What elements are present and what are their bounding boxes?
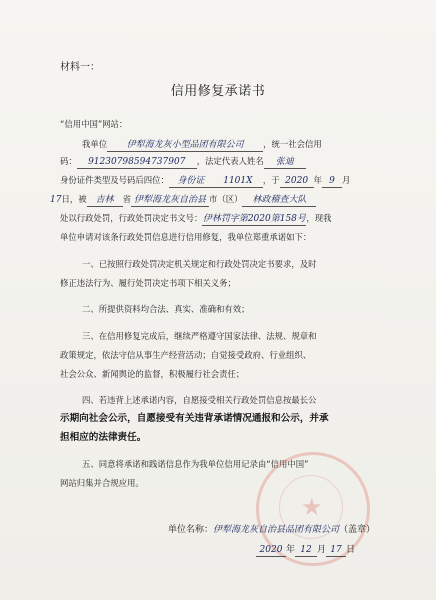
paragraph-1-line-2: 修正违法行为、履行处罚决定书项下相关义务； [60, 278, 236, 288]
text: 月 [342, 175, 351, 185]
month-handwritten: 9 [322, 175, 342, 188]
credit-code-handwritten: 91230798594737907 [77, 156, 197, 169]
text: 我单位 [82, 139, 108, 149]
representative-name-handwritten: 张迪 [264, 156, 306, 169]
body-line-3 [60, 174, 350, 188]
text: 日，被 [61, 194, 87, 204]
material-label: 材料一： [60, 62, 100, 73]
paragraph-4-line-2: 示期向社会公示，自愿接受有关违背承诺情况通报和公示，并承 [60, 413, 329, 424]
body-line-5 [60, 212, 332, 226]
text: 市（区） [208, 194, 243, 204]
year-handwritten: 2020 [280, 175, 314, 188]
paragraph-4-line-3: 担相应的法律责任。 [60, 432, 147, 443]
paragraph-3-line-3: 社会公众、新闻舆论的监督，积极履行社会责任； [60, 369, 245, 379]
page-title: 信用修复承诺书 [170, 84, 266, 99]
text: 省 [122, 194, 131, 204]
doc-number-handwritten: 伊林罚字第2020第158号 [202, 214, 306, 224]
text: ，现我 [306, 213, 332, 223]
day-handwritten: 17 [50, 195, 62, 205]
authority-handwritten: 林政稽查大队 [242, 194, 316, 207]
seal-note: （盖章） [339, 525, 376, 535]
text: 身份证件类型及号码后四位： [60, 175, 169, 185]
sign-day-handwritten: 17 [326, 544, 346, 557]
text: 年 [286, 545, 296, 555]
text: 处以行政处罚，行政处罚决定书文号： [60, 213, 203, 223]
sign-year-handwritten: 2020 [256, 544, 286, 557]
city-handwritten: 伊犁海龙灰自治县 [131, 194, 209, 207]
province-handwritten: 吉林 [87, 194, 123, 207]
signature-date-line [256, 544, 355, 557]
body-line-6: 单位申请对该条行政处罚信息进行信用修复，我单位郑重承诺如下： [60, 232, 312, 242]
id-type-handwritten: 身份证 [169, 175, 213, 188]
paragraph-4-line-1: 四、若违背上述承诺内容，自愿接受相关行政处罚信息按最长公 [82, 395, 317, 405]
text: 月 [317, 545, 327, 555]
id-tail-handwritten: 1101X [213, 175, 263, 188]
paragraph-5-line-1: 五、同意将承诺和践诺信息作为我单位信用记录由“信用中国” [82, 459, 309, 469]
unit-label: 单位名称： [168, 525, 214, 535]
text: 年 [313, 175, 322, 185]
paragraph-2: 二、所提供资料均合法、真实、准确和有效； [82, 304, 250, 314]
paragraph-3-line-1: 三、在信用修复完成后，继续严格遵守国家法律、法规、规章和 [82, 331, 317, 341]
body-line-4 [50, 193, 316, 207]
paragraph-3-line-2: 政策规定，依法守信从事生产经营活动；自觉接受政府、行业组织、 [60, 350, 312, 360]
unit-name-handwritten: 伊犁海龙灰小型品团有限公司 [107, 139, 263, 152]
text: 码： [60, 156, 77, 166]
paragraph-5-line-2: 网站归集并合规应用。 [60, 478, 144, 488]
text: ，法定代表人姓名 [196, 156, 264, 166]
unit-signature-handwritten: 伊犁海龙灰自治县品团有限公司 [213, 525, 340, 535]
sign-month-handwritten: 12 [295, 544, 317, 557]
text: ，统一社会信用 [263, 139, 322, 149]
signature-unit-line [168, 524, 375, 536]
text: ，于 [262, 175, 280, 185]
body-line-1 [82, 138, 322, 152]
body-line-2 [60, 155, 306, 169]
seal-star-icon: ★ [301, 493, 323, 521]
text: 日 [346, 545, 356, 555]
addressee: “信用中国”网站： [60, 119, 128, 129]
paragraph-1-line-1: 一、已按照行政处罚决定机关规定和行政处罚决定书要求，及时 [82, 259, 317, 269]
